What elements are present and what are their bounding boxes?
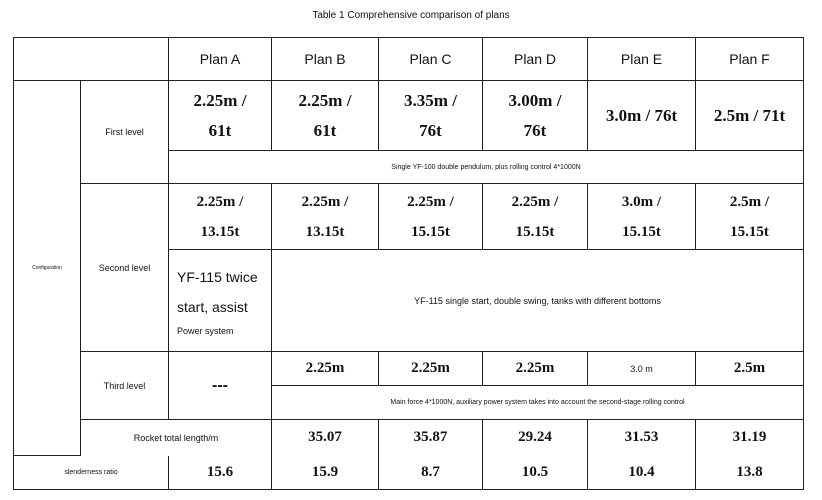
third-level-plan-d: 2.25m bbox=[483, 352, 588, 386]
value-line: 2.25m / bbox=[301, 193, 349, 210]
header-plan-d: Plan D bbox=[483, 38, 588, 81]
slenderness-plan-f: 13.8 bbox=[696, 456, 804, 490]
value-line: 2.25m / bbox=[511, 193, 559, 210]
slenderness-plan-b: 15.9 bbox=[272, 456, 379, 490]
plan-a-note-line: Power system bbox=[177, 325, 234, 336]
second-level-plan-f bbox=[696, 184, 804, 250]
value-line: 76t bbox=[523, 120, 547, 140]
plan-a-note-line: start, assist bbox=[177, 298, 248, 315]
length-label: Rocket total length/m bbox=[81, 420, 272, 456]
value-line: 2.25m / bbox=[407, 193, 454, 210]
header-plan-a: Plan A bbox=[169, 38, 272, 81]
second-level-plan-a bbox=[169, 184, 272, 250]
second-level-label: Second level bbox=[81, 184, 169, 352]
third-level-note: Main force 4*1000N, auxiliary power system takes into account the second-stage rolling control bbox=[272, 386, 804, 420]
value-line: 15.15t bbox=[411, 223, 450, 240]
plan-a-note-line: YF-115 twice bbox=[177, 268, 258, 285]
length-plan-b: 35.87 bbox=[379, 420, 483, 456]
first-level-plan-f bbox=[696, 81, 804, 151]
header-plan-f: Plan F bbox=[696, 38, 804, 81]
value-line: 3.35m / bbox=[404, 90, 457, 110]
length-row bbox=[14, 420, 804, 456]
first-level-label: First level bbox=[81, 81, 169, 184]
second-level-plan-b bbox=[272, 184, 379, 250]
length-plan-a: 35.07 bbox=[272, 420, 379, 456]
second-level-note: YF-115 single start, double swing, tanks with different bottoms bbox=[272, 250, 804, 352]
third-level-plan-f: 2.5m bbox=[696, 352, 804, 386]
first-level-row bbox=[14, 81, 804, 151]
header-plan-c: Plan C bbox=[379, 38, 483, 81]
length-plan-e: 31.19 bbox=[696, 420, 804, 456]
slenderness-row bbox=[14, 456, 804, 490]
first-level-plan-d bbox=[483, 81, 588, 151]
value-line: 61t bbox=[208, 120, 232, 140]
value-line: 2.5m / 71t bbox=[713, 105, 786, 125]
first-level-plan-a bbox=[169, 81, 272, 151]
value-line: 2.5m / bbox=[729, 193, 770, 210]
slenderness-plan-d: 10.5 bbox=[483, 456, 588, 490]
value-line: 3.0m / bbox=[621, 193, 662, 210]
header-empty-cell bbox=[14, 38, 169, 81]
value-line: 2.25m / bbox=[196, 193, 244, 210]
header-row bbox=[14, 38, 804, 81]
value-line: 15.15t bbox=[515, 223, 555, 240]
third-level-plan-b: 2.25m bbox=[272, 352, 379, 386]
value-line: 13.15t bbox=[305, 223, 345, 240]
first-level-plan-e bbox=[588, 81, 696, 151]
configuration-text: Configuration bbox=[32, 265, 62, 271]
second-level-plan-a-note bbox=[169, 250, 272, 352]
second-level-plan-e bbox=[588, 184, 696, 250]
value-line: 15.15t bbox=[730, 223, 769, 240]
slenderness-plan-e: 10.4 bbox=[588, 456, 696, 490]
configuration-label bbox=[14, 81, 81, 456]
slenderness-plan-a: 15.6 bbox=[169, 456, 272, 490]
value-line: 3.0m / 76t bbox=[605, 105, 678, 125]
third-level-plan-e: 3.0 m bbox=[588, 352, 696, 386]
header-plan-b: Plan B bbox=[272, 38, 379, 81]
comparison-table bbox=[13, 37, 804, 490]
value-line: 3.00m / bbox=[508, 90, 562, 110]
length-plan-c: 29.24 bbox=[483, 420, 588, 456]
first-level-note: Single YF-100 double pendulum, plus rolling control 4*1000N bbox=[169, 151, 804, 184]
value-line: 2.25m / bbox=[193, 90, 247, 110]
first-level-plan-c bbox=[379, 81, 483, 151]
length-plan-d: 31.53 bbox=[588, 420, 696, 456]
slenderness-label: slenderness ratio bbox=[14, 456, 169, 490]
value-line: 13.15t bbox=[200, 223, 240, 240]
second-level-row bbox=[14, 184, 804, 250]
value-line: 76t bbox=[419, 120, 442, 140]
table-caption: Table 1 Comprehensive comparison of plans bbox=[312, 10, 510, 21]
value-line: 2.25m / bbox=[298, 90, 352, 110]
second-level-plan-d bbox=[483, 184, 588, 250]
third-level-row bbox=[14, 352, 804, 386]
second-level-plan-c bbox=[379, 184, 483, 250]
first-level-plan-b bbox=[272, 81, 379, 151]
third-level-plan-a: --- bbox=[169, 352, 272, 420]
value-line: 61t bbox=[313, 120, 337, 140]
slenderness-plan-c: 8.7 bbox=[379, 456, 483, 490]
third-level-label: Third level bbox=[81, 352, 169, 420]
value-line: 15.15t bbox=[622, 223, 661, 240]
header-plan-e: Plan E bbox=[588, 38, 696, 81]
third-level-plan-c: 2.25m bbox=[379, 352, 483, 386]
